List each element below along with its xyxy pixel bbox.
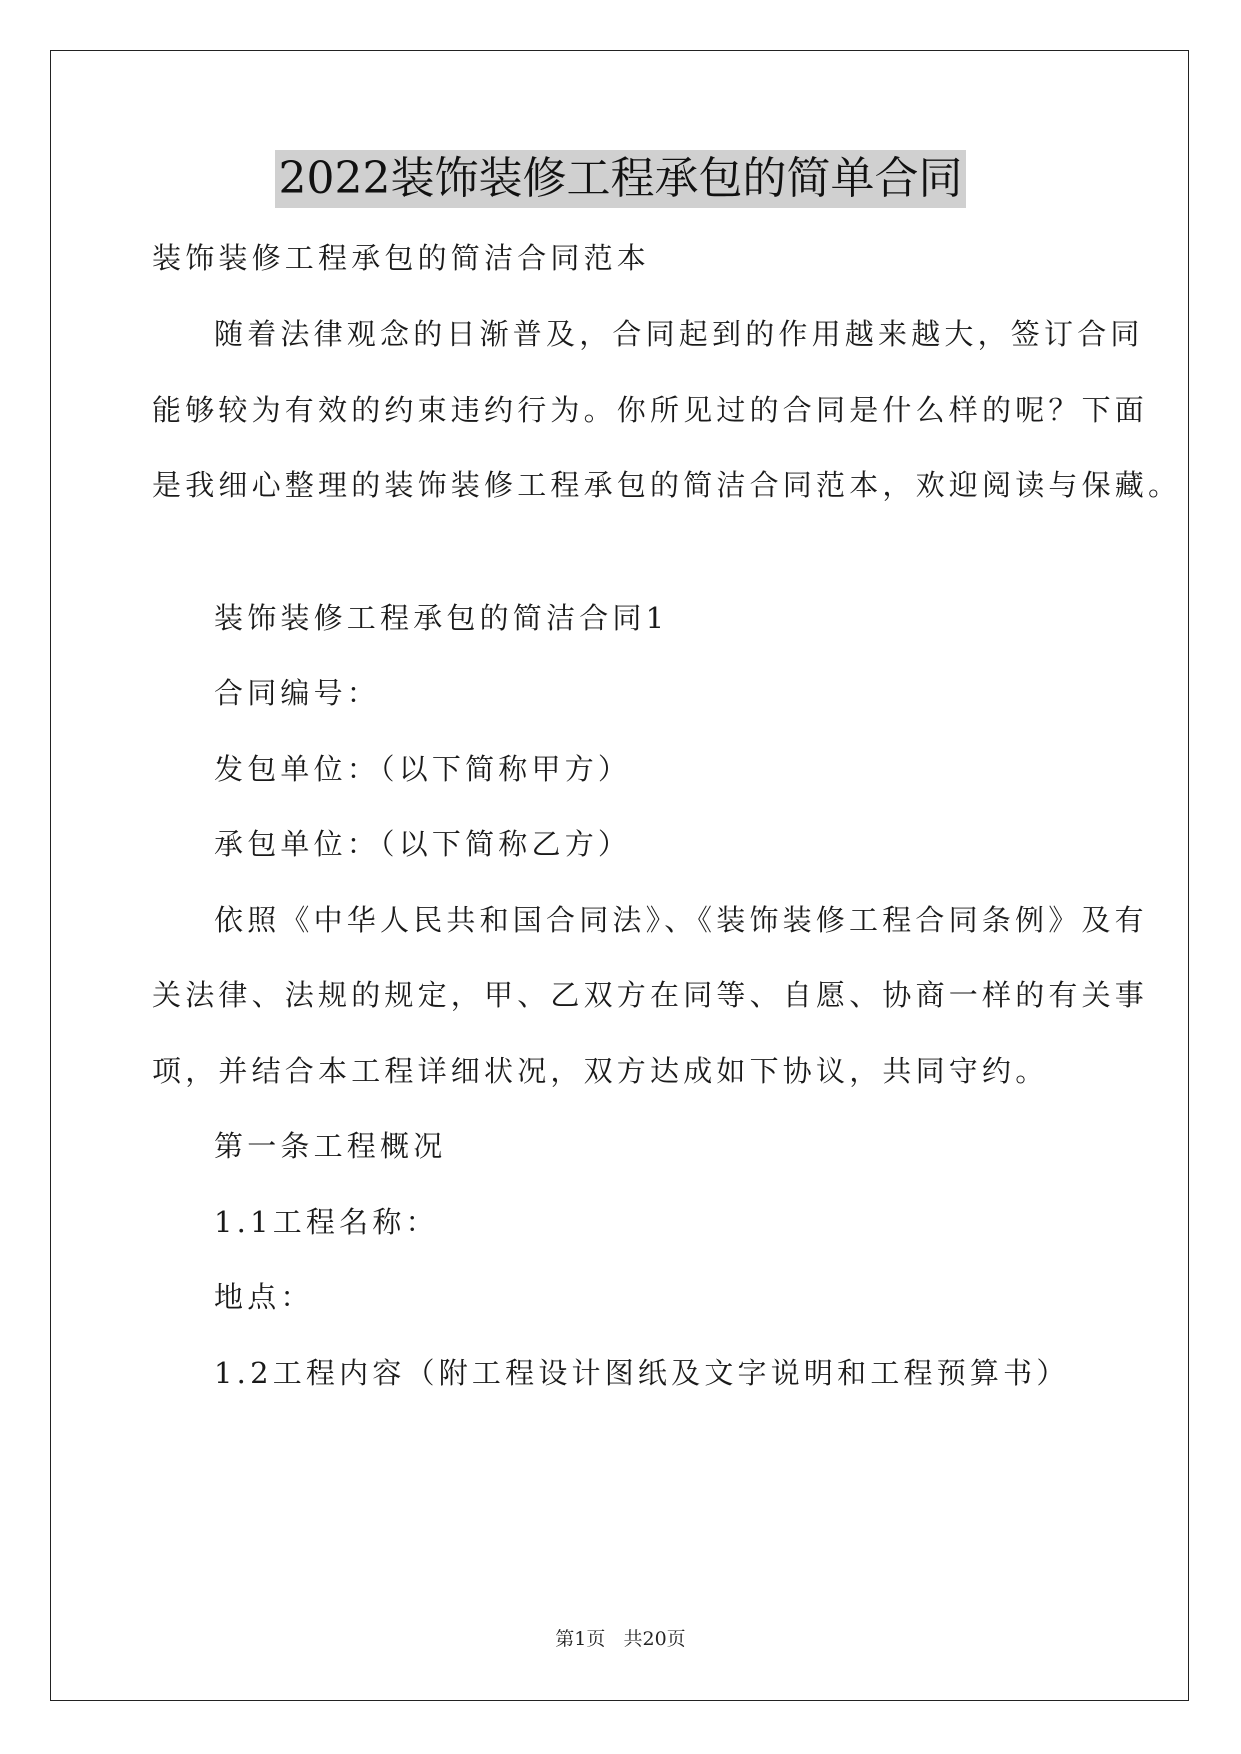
paragraph-line: 依照《中华人民共和国合同法》、《装饰装修工程合同条例》及有 — [214, 903, 1148, 937]
paragraph-line: 能够较为有效的约束违约行为。你所见过的合同是什么样的呢？下面 — [152, 393, 1149, 427]
title-container — [0, 150, 1241, 208]
clause-line: 1.2工程内容（附工程设计图纸及文字说明和工程预算书） — [214, 1356, 1070, 1390]
paragraph-line: 是我细心整理的装饰装修工程承包的简洁合同范本，欢迎阅读与保藏。 — [152, 468, 1182, 502]
party-b-line: 承包单位：（以下简称乙方） — [214, 827, 632, 861]
party-a-line: 发包单位：（以下简称甲方） — [214, 752, 632, 786]
section-heading: 装饰装修工程承包的简洁合同1 — [214, 601, 669, 635]
paragraph-line: 项，并结合本工程详细状况，双方达成如下协议，共同守约。 — [152, 1054, 1049, 1088]
paragraph-line: 关法律、法规的规定，甲、乙双方在同等、自愿、协商一样的有关事 — [152, 978, 1149, 1012]
article-heading: 第一条工程概况 — [214, 1129, 447, 1163]
contract-number-line: 合同编号： — [214, 676, 381, 710]
clause-line: 地点： — [214, 1280, 314, 1314]
page-border — [50, 50, 1189, 1701]
paragraph-line: 随着法律观念的日渐普及，合同起到的作用越来越大，签订合同 — [214, 317, 1144, 351]
page-footer: 第1页 共20页 — [555, 1628, 686, 1650]
subtitle-line: 装饰装修工程承包的简洁合同范本 — [152, 241, 651, 275]
document-title: 2022装饰装修工程承包的简单合同 — [275, 150, 967, 208]
clause-line: 1.1工程名称： — [214, 1205, 439, 1239]
